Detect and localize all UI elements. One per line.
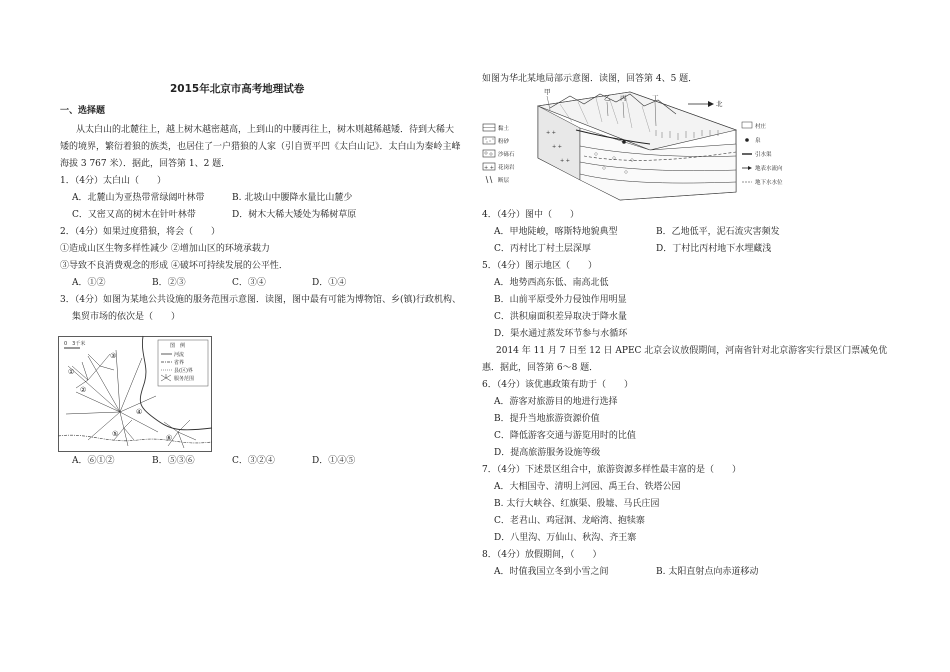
q3-stem-line2: 集贸市场的依次是（ ）	[72, 312, 181, 322]
scale-label: 0 3千米	[64, 341, 86, 347]
label-ding: 丁	[652, 94, 659, 102]
q1-option-d: D．树木大稀大矮处为稀树草原	[232, 210, 357, 220]
north-label: 北	[716, 100, 723, 108]
passage1-line1: 从太白山的北麓往上，越上树木越密越高，上到山的中腰再往上，树木则越稀越矮．待到大稀大	[76, 125, 455, 135]
legend-canal: 引水渠	[755, 152, 772, 158]
q5-option-a: A．地势西高东低、南高北低	[494, 278, 609, 288]
q2-stem: 2．（4分）如果过度猎狼，将会（ ）	[60, 227, 220, 237]
q3-option-d: D．①④⑤	[312, 456, 356, 466]
q4-option-a: A．甲地陡峻，喀斯特地貌典型	[494, 227, 618, 237]
passage2-line2: 惠．据此，回答第 6～8 题．	[482, 363, 599, 373]
legend-title: 图 例	[170, 343, 186, 349]
q7-option-c: C．老君山、鸡冠洞、龙峪湾、抱犊寨	[494, 516, 645, 526]
q4-option-b: B．乙地低平，泥石流灾害频发	[656, 227, 780, 237]
q5-option-b: B．山前平原受外力侵蚀作用明显	[494, 295, 627, 305]
svg-text:+ +: + +	[484, 165, 494, 171]
q3-option-a: A．⑥①②	[72, 456, 115, 466]
q2-statement-line2: ③导致不良消费观念的形成 ④破坏可持续发展的公平性．	[60, 261, 288, 271]
q8-option-a: A．时值我国立冬到小雪之间	[494, 567, 609, 577]
q8-stem: 8．（4分）放假期间，（ ）	[482, 550, 602, 560]
svg-text:+ +: + +	[560, 158, 570, 164]
q2-statement-line1: ①造成山区生物多样性减少 ②增加山区的环境承载力	[60, 244, 270, 254]
marker-6: ⑥	[166, 434, 173, 442]
passage2-line1: 2014 年 11 月 7 日至 12 日 APEC 北京会议放假期间，河南省针对北京游客实行景区门票减免优	[496, 346, 888, 356]
svg-text:+ +: + +	[546, 130, 556, 136]
label-yi: 乙	[604, 94, 611, 102]
q7-option-a: A．大相国寺、清明上河园、禹王台、铁塔公园	[494, 482, 681, 492]
q6-option-c: C．降低游客交通与游览用时的比值	[494, 431, 636, 441]
q2-option-a: A．①②	[72, 278, 106, 288]
q6-option-d: D．提高旅游服务设施等级	[494, 448, 601, 458]
q6-option-a: A．游客对旅游目的地进行选择	[494, 397, 618, 407]
legend-silt: 粉砂	[498, 139, 510, 145]
marker-3: ③	[110, 352, 117, 360]
q2-option-b: B．②③	[152, 278, 186, 288]
legend-gravel: 沙砾石	[498, 152, 515, 158]
q3-option-b: B．⑤③⑥	[152, 456, 195, 466]
intro-q4-q5: 如图为华北某地局部示意图．读图，回答第 4、5 题．	[482, 74, 698, 84]
legend-province-border: 省界	[174, 360, 185, 366]
q5-option-d: D．渠水通过蒸发环节参与水循环	[494, 329, 628, 339]
page-title: 2015年北京市高考地理试卷	[170, 83, 305, 95]
section-heading: 一、选择题	[60, 106, 106, 116]
q1-option-b: B. 北坡山中腰降水量比山麓少	[232, 193, 353, 203]
q4-option-d: D．丁村比丙村地下水埋藏浅	[656, 244, 772, 254]
q1-option-c: C．又密又高的树木在针叶林带	[72, 210, 196, 220]
svg-text:+ +: + +	[552, 144, 562, 150]
legend-granite: 花岗岩	[498, 165, 515, 171]
label-bing: 丙	[620, 94, 627, 102]
q3-stem-line1: 3．（4分）如图为某地公共设施的服务范围示意图．读图，图中最有可能为博物馆、乡(镇)行政机构、	[60, 295, 461, 305]
marker-5: ⑤	[112, 430, 119, 438]
passage1-line3: 海拔 3 767 米）．据此，回答第 1、2 题．	[60, 159, 231, 169]
legend-spring: 泉	[755, 138, 761, 144]
q5-option-c: C．洪积扇面积差异取决于降水量	[494, 312, 627, 322]
q8-option-b: B. 太阳直射点向赤道移动	[656, 567, 759, 577]
q2-option-d: D．①④	[312, 278, 347, 288]
q5-stem: 5．（4分）图示地区（ ）	[482, 261, 597, 271]
q7-option-d: D．八里沟、万仙山、秋沟、齐王寨	[494, 533, 637, 543]
label-jia: 甲	[544, 88, 551, 96]
legend-fault: 断层	[498, 178, 510, 184]
q1-stem: 1．（4分）太白山（ ）	[60, 176, 166, 186]
q7-option-b: B. 太行大峡谷、红旗渠、殷墟、马氏庄园	[494, 499, 660, 509]
marker-1: ①	[68, 368, 75, 376]
q6-stem: 6．（4分）该优惠政策有助于（ ）	[482, 380, 633, 390]
legend-service-range: 服务范围	[174, 376, 195, 382]
legend-right	[742, 122, 783, 186]
passage1-line2: 矮的境界，繁衍着狼的族类，也居住了一户猎狼的人家（引自贾平凹《太白山记》．太白山为秦岭主峰	[60, 142, 461, 152]
legend-groundwater: 地下水水位	[755, 180, 783, 186]
q2-option-c: C．③④	[232, 278, 266, 288]
service-range-map	[58, 336, 212, 452]
legend-village: 村庄	[755, 124, 767, 130]
q6-option-b: B．提升当地旅游资源价值	[494, 414, 600, 424]
legend-clay: 黏土	[498, 126, 510, 132]
q1-option-a: A．北麓山为亚热带常绿阔叶林带	[72, 193, 205, 203]
q4-option-c: C．丙村比丁村土层深厚	[494, 244, 591, 254]
q3-option-c: C．③②④	[232, 456, 275, 466]
legend-county-border: 县(区)界	[174, 368, 193, 374]
geology-block-diagram	[480, 88, 783, 204]
legend-surface-flow: 地表水流向	[755, 166, 783, 172]
q7-stem: 7．（4分）下述景区组合中，旅游资源多样性最丰富的是（ ）	[482, 465, 741, 475]
legend-left	[483, 124, 515, 184]
marker-4: ④	[136, 408, 143, 416]
legend-river: 河流	[174, 352, 185, 358]
q4-stem: 4．（4分）图中（ ）	[482, 210, 579, 220]
marker-2: ②	[80, 386, 87, 394]
